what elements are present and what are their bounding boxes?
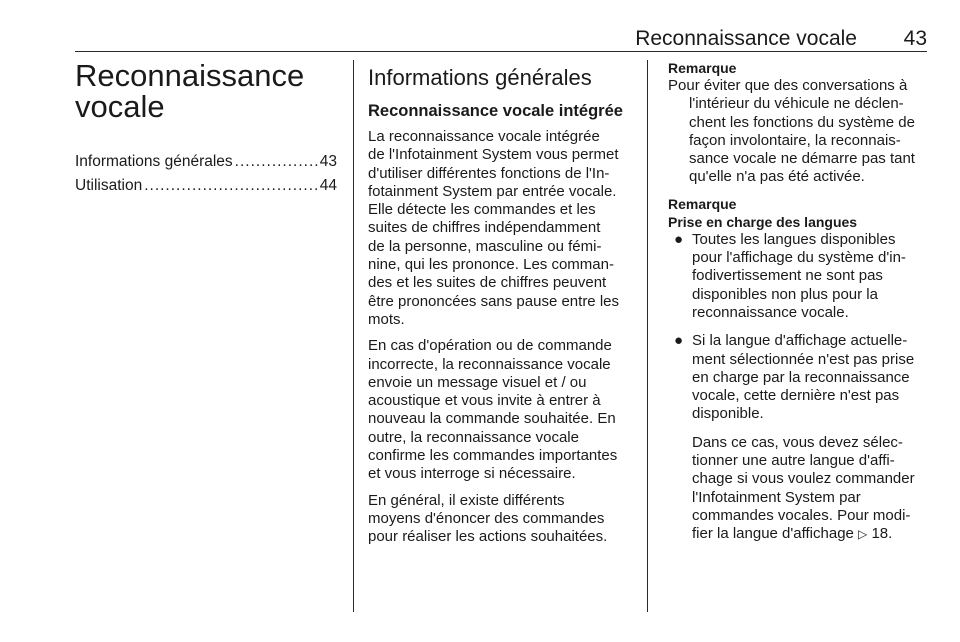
toc-leader-dots	[235, 150, 318, 174]
note-text: Pour éviter que des conversations à l'intérieur du véhicule ne déclen- chent les fonctions du système de façon involontaire, la reconnais- sance vocale ne démarre pas tant qu'elle n'a pas été activée.	[668, 77, 915, 186]
note-subtitle: Prise en charge des langues	[668, 213, 858, 230]
note-label: Remarque	[668, 60, 737, 76]
paragraph: La reconnaissance vocale intégrée de l'Infotainment System vous permet d'utiliser différentes fonctions de l'In- fotainment System par entrée vocale. Elle détecte les commandes et les suites de chiffres indépendamment de la personne, masculine ou fémi- nine, qui les prononce. Les comman- des et les suites de chiffres peuvent être prononcées sans pause entre les mots.	[368, 128, 619, 328]
right-column	[668, 60, 928, 554]
chapter-title: Reconnaissance vocale	[75, 58, 305, 124]
toc-entry[interactable]	[75, 174, 337, 198]
section-heading: Informations générales	[368, 65, 592, 90]
note-label: Remarque	[668, 195, 737, 212]
note-box	[668, 60, 928, 187]
toc-entry-label: Utilisation	[75, 177, 143, 194]
page-header	[75, 26, 927, 52]
left-column	[75, 60, 337, 198]
table-of-contents	[75, 150, 337, 198]
bullet-icon: ●	[674, 230, 684, 248]
toc-entry-page: 44	[319, 177, 337, 194]
toc-entry-page: 43	[319, 153, 337, 170]
list-item: ● Si la langue d'affichage actuelle- ment sélectionnée n'est pas prise en charge par la reconnaissance vocale, cette dernière n'est pas disponible. Dans ce cas, vous devez sélec- tionner une autre langue d'affi- chage si vous voulez commander l'Infotainment System par commandes vocales. Pour modi- fier la langue d'affichage ▷ 18.	[668, 332, 928, 543]
toc-leader-dots	[144, 174, 318, 198]
paragraph: En cas d'opération ou de commande incorrecte, la reconnaissance vocale envoie un message visuel et / ou acoustique et vous invite à entrer à nouveau la commande souhaitée. En outre, la reconnaissance vocale confirme les commandes importantes et vous interroge si nécessaire.	[368, 337, 618, 483]
page-reference[interactable]: 18.	[871, 525, 893, 543]
list-item: ● Toutes les langues disponibles pour l'affichage du système d'in- fodivertissement ne sont pas disponibles non plus pour la reconnaissance vocale.	[674, 230, 906, 321]
bullet-icon: ●	[674, 332, 684, 350]
note-box	[668, 196, 928, 544]
paragraph: En général, il existe différents moyens d'énoncer des commandes pour réaliser les actions souhaitées.	[368, 491, 608, 546]
subsection-heading: Reconnaissance vocale intégrée	[368, 102, 623, 120]
page-reference-arrow-icon[interactable]: ▷	[858, 527, 868, 542]
middle-column	[368, 60, 632, 547]
bullet-list	[668, 231, 928, 544]
column-divider-right	[647, 60, 648, 612]
bullet-continuation: Dans ce cas, vous devez sélec- tionner une autre langue d'affi- chage si vous voulez commander l'Infotainment System par commandes vocales. Pour modi- fier la langue d'affichage ▷ 18.	[692, 433, 915, 543]
page-number: 43	[903, 27, 927, 50]
running-title: Reconnaissance vocale	[635, 27, 857, 50]
toc-entry-label: Informations générales	[75, 153, 233, 170]
column-divider-left	[353, 60, 354, 612]
toc-entry[interactable]	[75, 150, 337, 174]
